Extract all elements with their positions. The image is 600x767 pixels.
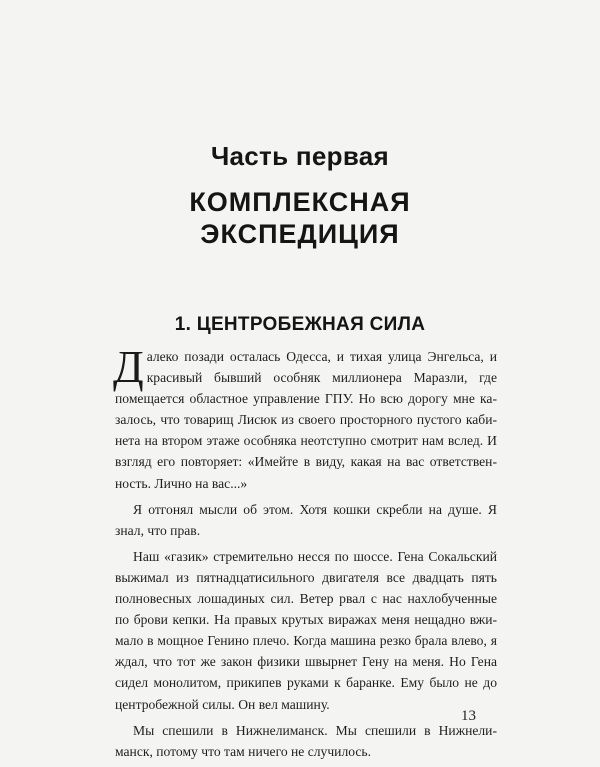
paragraph-1 (113, 342, 497, 494)
part-title-line-1: КОМПЛЕКСНАЯ (189, 187, 411, 217)
part-label: Часть первая (210, 141, 390, 171)
page-number: 13 (461, 708, 476, 724)
paragraph-4: Мы спешили в Нижнелиманск. Мы спешили в Нижнелиманск, потому что там ничего не случилось. (115, 722, 497, 759)
paragraph-3: Наш «газик» стремительно несся по шоссе. Гена Сокальский выжимал из пятнадцатисильного двигателя все двадцать пять полновесных лошадиных сил. Ветер рвал с нас нахлобученные по брови кепки. На правых крутых виражах меня нещадно вжимало в мощное Генино плечо. Когда машина резко брала влево, я ждал, что тот же закон физики швырнет Гену на меня. Но Гена сидел монолитом, прикипев руками к баранке. Ему было не до центробежной силы. Он вел машину. (115, 548, 497, 712)
part-title-line-2: ЭКСПЕДИЦИЯ (200, 219, 400, 249)
part-title (0, 186, 600, 250)
drop-cap: Д (113, 342, 144, 392)
paragraph-2: Я отгонял мысли об этом. Хотя кошки скребли на душе. Я знал, что прав. (115, 501, 497, 538)
chapter-body (113, 342, 497, 767)
paragraph-1-text: алеко позади осталась Одесса, и тихая улица Энгельса, и красивый бывший особняк миллионера Маразли, где помещается областное управление ГПУ. Но всю дорогу мне казалось, что товарищ Лисюк из своего просторного пустого кабинета на втором этаже особняка неотступно смотрит нам вслед. И взгляд его повторяет: «Имейте в виду, какая на вас ответственность. Лично на вас...» (115, 349, 497, 491)
chapter-title: 1. ЦЕНТРОБЕЖНАЯ СИЛА (174, 314, 426, 335)
